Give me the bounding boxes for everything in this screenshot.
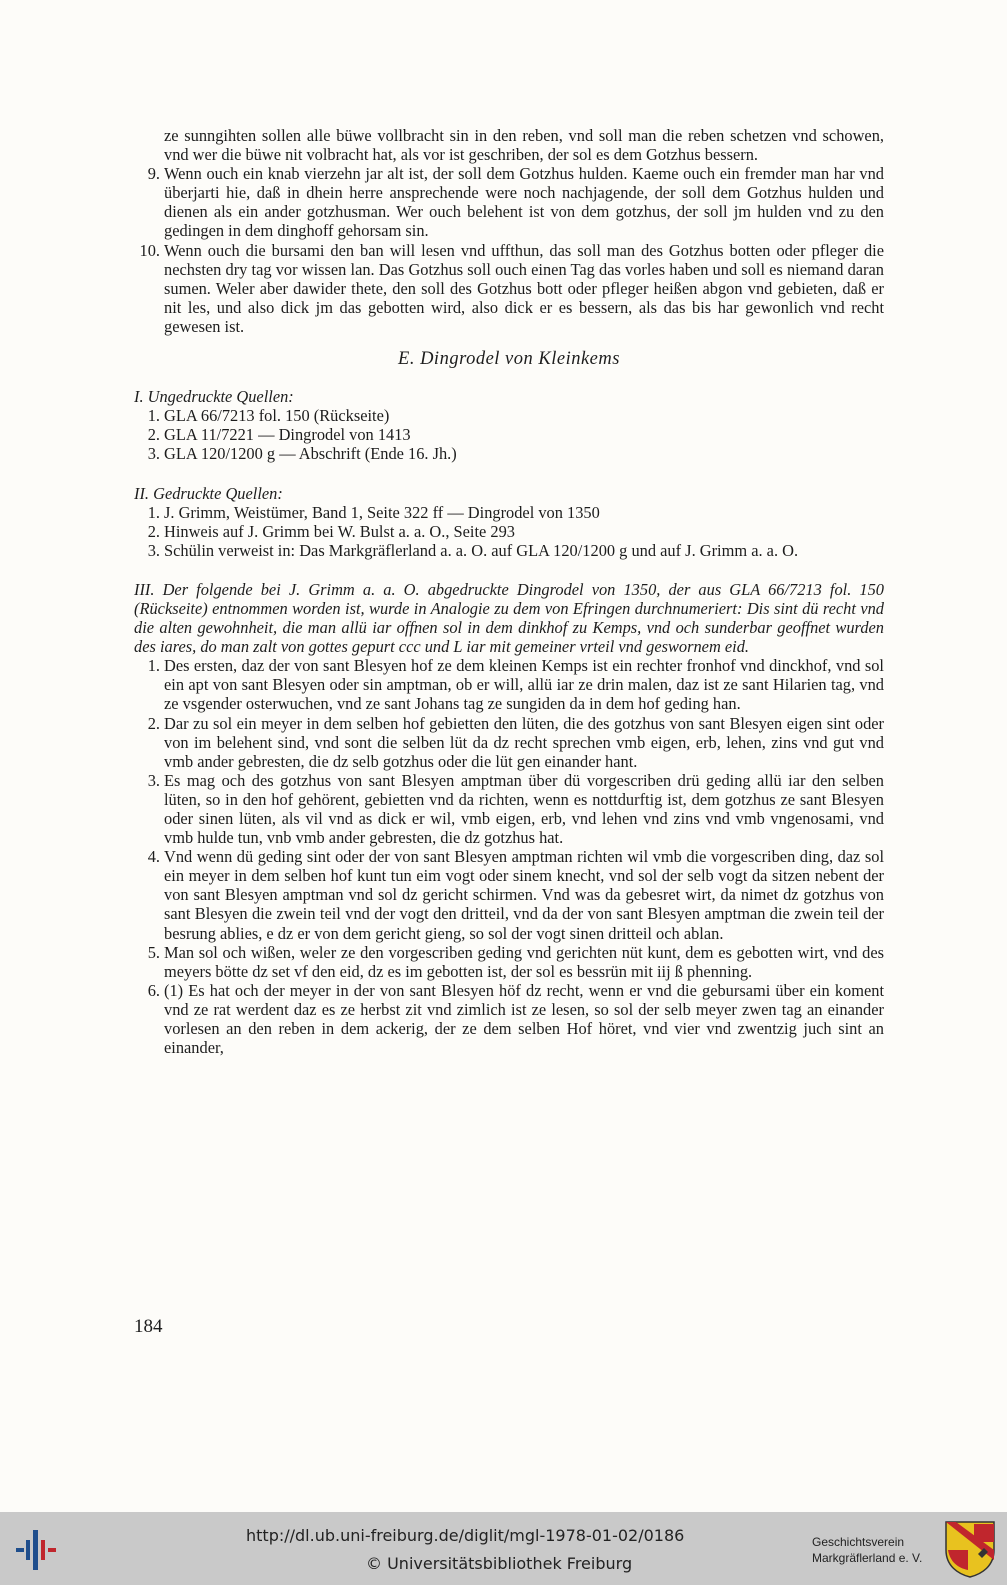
list-item — [134, 522, 884, 541]
list-item — [134, 981, 884, 1057]
item-text: Vnd wenn dü geding sint oder der von sant Blesyen amptman richten wil vmb die vorgescriben ding, daz sol ein meyer in dem selben hof kunt tun eim vogt oder sinem knecht, vnd sol der selb vogt da sitzen nebent der von sant Blesyen amptman vnd sol dz gericht schirmen. Vnd was da gebesret wirt, da nimet dz gotzhus von sant Blesyen die zwein teil vnd der vogt den dritteil, vnd da der von sant Blesyen amptman die zwein teil der besrung ablies, e dz er von dem gericht gieng, so sol der vogt sinen dritteil och ablan. — [164, 847, 884, 943]
item-text: GLA 66/7213 fol. 150 (Rückseite) — [164, 406, 390, 426]
page-number: 184 — [134, 1316, 163, 1337]
footer-copyright: © Universitätsbibliothek Freiburg — [366, 1554, 633, 1573]
society-line2: Markgräflerland e. V. — [812, 1551, 923, 1565]
list-item — [134, 656, 884, 713]
item-text: GLA 11/7221 — Dingrodel von 1413 — [164, 425, 411, 445]
part3-intro: III. Der folgende bei J. Grimm a. a. O. abgedruckte Dingrodel von 1350, der aus GLA 66/7213 fol. 150 (Rückseite) entnommen worden ist, wurde in Analogie zu dem von Efringen durchnumeriert: Dis sint dü recht vnd die alten gewohnheit, die man allü iar offnen sol in dem dinkhof zu Kemps, vnd och sunderbar geoffnet wurden des iares, do man zalt von gottes gepurt ccc und L iar mit gemeiner vrteil vnd geswornem eid. — [134, 579, 884, 657]
list-item — [134, 425, 884, 444]
item-number: 2. — [147, 521, 160, 541]
ub-freiburg-logo-icon — [12, 1526, 64, 1574]
item-number: 1. — [147, 406, 160, 426]
item-number: 6. — [147, 980, 160, 1000]
ungedruckte-quellen — [134, 387, 884, 463]
ungedruckte-heading: I. Ungedruckte Quellen: — [134, 387, 294, 407]
item-text: Des ersten, daz der von sant Blesyen hof ze dem kleinen Kemps ist ein rechter fronhof vnd dinckhof, vnd sol ein apt von sant Blesyen oder sin amptman, ob er will, allü iar ze drin malen, daz ist ze sant Hilarien tag, vnd ze vsgender osterwuchen, vnd ze sant Johans tag ze sungiden da in dem hof geding han. — [164, 656, 884, 714]
society-line1: Geschichtsverein — [812, 1535, 905, 1549]
item-text: Wenn ouch die bursami den ban will lesen vnd uffthun, das soll man des Gotzhus botten oder pfleger die nechsten dry tag vor wissen lan. Das Gotzhus soll ouch einen Tag das vorles haben und soll es niemand daran sumen. Weler aber dawider thete, den soll des Gotzhus bott oder pfleger heißen abgon vnd gebieten, daß er nit les, und also dick jm das gebotten wird, also dick er es bessern, als das bis har gewonlich vnd recht gewesen ist. — [164, 240, 884, 336]
coat-of-arms-icon — [944, 1520, 996, 1578]
item-text: Hinweis auf J. Grimm bei W. Bulst a. a. O., Seite 293 — [164, 521, 515, 541]
footer-bar — [0, 1512, 1007, 1585]
item-number: 3. — [147, 444, 160, 464]
item-text: Es mag och des gotzhus von sant Blesyen amptman über dü vorgescriben drü geding allü iar den selben lüten, so in den hof gehörent, gebietten vnd da richten, wenn es nottdurftig ist, dem gotzhus ze sant Blesyen oder sinen lüten, als vil vnd as dick er wil, vmb eigen, erb, vnd lehen vnd zins vnd vmb vngenosami, vnd vmb hulde tun, vnb vmb ander gebresten, die dz gotzhus hat. — [164, 770, 884, 848]
section-title: E. Dingrodel von Kleinkems — [398, 349, 620, 370]
item-number: 3. — [147, 540, 160, 560]
item-text: (1) Es hat och der meyer in der von sant Blesyen höf dz recht, wenn er vnd die gebursami über ein koment vnd ze rat werdent daz es ze herbst zit vnd zimlich ist ze lesen, so sol der selb meyer zwen tag an einander vorlesen an den reben in dem ackerig, der ze dem selben Hof höret, vnd vier vnd zwentzig juch sint an einander, — [164, 980, 884, 1058]
list-item — [134, 503, 884, 522]
item-number: 5. — [147, 942, 160, 962]
page-body — [134, 126, 884, 1057]
list-item — [134, 943, 884, 981]
list-item — [134, 714, 884, 771]
item-number: 2. — [147, 425, 160, 445]
continuation-text: ze sunngihten sollen alle büwe vollbracht sin in den reben, vnd soll man die reben schetzen vnd schowen, vnd wer die büwe nit volbracht hat, als vor ist geschriben, der sol es dem Gotzhus bessern. — [164, 126, 884, 165]
item-number: 10. — [139, 240, 160, 260]
item-number: 9. — [147, 164, 160, 184]
list-item — [134, 444, 884, 463]
footer-url-link[interactable]: http://dl.ub.uni-freiburg.de/diglit/mgl-1978-01-02/0186 — [246, 1526, 685, 1545]
footer-society — [812, 1534, 922, 1566]
item-text: Wenn ouch ein knab vierzehn jar alt ist, der soll dem Gotzhus hulden. Kaeme ouch ein fremder man har vnd überjarti hie, daß in dhein herre ansprechende were noch nachjagende, der soll dem Gotzhus hulden und dienen als ein ander gotzhusman. Wer ouch belehent ist von dem gotzhus, der soll jm hulden vnd zu den gedingen in dem dinghoff gehorsam sin. — [164, 164, 884, 241]
gedruckte-heading: II. Gedruckte Quellen: — [134, 483, 283, 503]
item-number: 4. — [147, 847, 160, 867]
item-text: J. Grimm, Weistümer, Band 1, Seite 322 ff — Dingrodel von 1350 — [164, 502, 600, 522]
item-number: 1. — [147, 502, 160, 522]
item-text: Man sol och wißen, weler ze den vorgescriben geding vnd gerichten nüt kunt, dem es gebotten wirt, vnd des meyers bötte dz set vf den eid, dz es im gebotten ist, der sol es bessrün mit iij ß phenning. — [164, 942, 884, 981]
item-text: GLA 120/1200 g — Abschrift (Ende 16. Jh.) — [164, 444, 457, 464]
list-item — [134, 541, 884, 560]
item-text: Dar zu sol ein meyer in dem selben hof gebietten den lüten, die des gotzhus von sant Blesyen eigen sint oder von im belehent sind, vnd sont die selben lüt da dz recht sprechen vmb eigen, erb, lehen, zins vnd gut vnd vmb ander gebresten, die dz selb gotzhus oder die lüt gen einander hant. — [164, 713, 884, 771]
list-item — [134, 241, 884, 336]
gedruckte-quellen — [134, 484, 884, 560]
list-item — [134, 164, 884, 240]
list-item — [134, 847, 884, 942]
item-text: Schülin verweist in: Das Markgräflerland a. a. O. auf GLA 120/1200 g und auf J. Grimm a. a. O. — [164, 540, 799, 560]
item-number: 2. — [147, 713, 160, 733]
item-number: 3. — [147, 770, 160, 790]
item-number: 1. — [147, 656, 160, 676]
continuation-paragraph — [134, 126, 884, 164]
list-item — [134, 771, 884, 847]
list-item — [134, 406, 884, 425]
